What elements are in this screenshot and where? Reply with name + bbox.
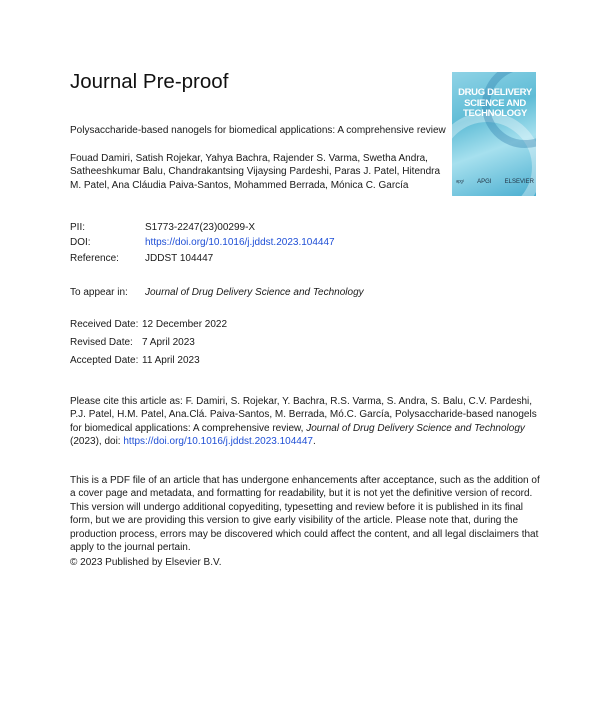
revised-date-label: Revised Date: (70, 337, 133, 348)
journal-cover-image (452, 72, 536, 196)
citation-paragraph (70, 395, 540, 449)
doi-label: DOI: (70, 237, 91, 248)
received-date-label: Received Date: (70, 319, 139, 330)
received-date-value: 12 December 2022 (142, 319, 228, 330)
citation-lead: Please cite this article as: F. Damiri, S. Rojekar, Y. Bachra, R.S. Varma, S. Andra, S. Balu, C.V. Pardeshi, P.J. Patel, H.M. Patel, Ana.Clá. Paiva-Santos, M. Berrada, Mó.C. García, Polysaccharide-based nanogels for biomedical applications: A comprehensive review, (70, 396, 537, 434)
citation-journal: Journal of Drug Delivery Science and Technology (306, 422, 525, 434)
pii-value: S1773-2247(23)00299-X (145, 222, 256, 233)
cover-logo-mid: APGI (477, 179, 492, 185)
accepted-date-value: 11 April 2023 (142, 355, 200, 366)
appear-in-journal: Journal of Drug Delivery Science and Technology (145, 287, 364, 298)
cover-logos (456, 179, 534, 186)
page-heading: Journal Pre-proof (70, 70, 229, 93)
revised-date-value: 7 April 2023 (142, 337, 195, 348)
article-title: Polysaccharide-based nanogels for biomedical applications: A comprehensive review (70, 125, 446, 136)
copyright-line: © 2023 Published by Elsevier B.V. (70, 557, 222, 568)
appear-in-label: To appear in: (70, 287, 128, 298)
pii-label: PII: (70, 222, 86, 233)
accepted-date-label: Accepted Date: (70, 355, 139, 366)
reference-label: Reference: (70, 253, 119, 264)
citation-end: . (312, 436, 316, 448)
cover-logo-right: ELSEVIER (504, 179, 534, 185)
reference-value: JDDST 104447 (145, 253, 214, 264)
notice-paragraph: This is a PDF file of an article that has undergone enhancements after acceptance, such as the addition of a cover page and metadata, and formatting for readability, but it is not yet the definitive version of record. This version will undergo additional copyediting, typesetting and review before it is published in its final form, but we are providing this version to give early visibility of the article. Please note that, during the production process, errors may be discovered which could affect the content, and all legal disclaimers that apply to the journal pertain. (70, 475, 540, 554)
citation-doi-link[interactable]: https://doi.org/10.1016/j.jddst.2023.104447 (123, 436, 313, 448)
article-authors: Fouad Damiri, Satish Rojekar, Yahya Bachra, Rajender S. Varma, Swetha Andra, Satheeshkumar Balu, Chandrakantsing Vijaysing Pardeshi, Paras J. Patel, Hitendra M. Patel, Ana Cláudia Paiva-Santos, Mohammed Berrada, Mónica C. García (70, 153, 441, 191)
doi-link[interactable]: https://doi.org/10.1016/j.jddst.2023.104447 (145, 237, 335, 248)
citation-year: (2023), doi: (70, 436, 124, 448)
cover-journal-title: DRUG DELIVERY SCIENCE AND TECHNOLOGY (458, 87, 532, 119)
cover-logo-left: ᵃᵖᵍⁱ (456, 180, 464, 186)
